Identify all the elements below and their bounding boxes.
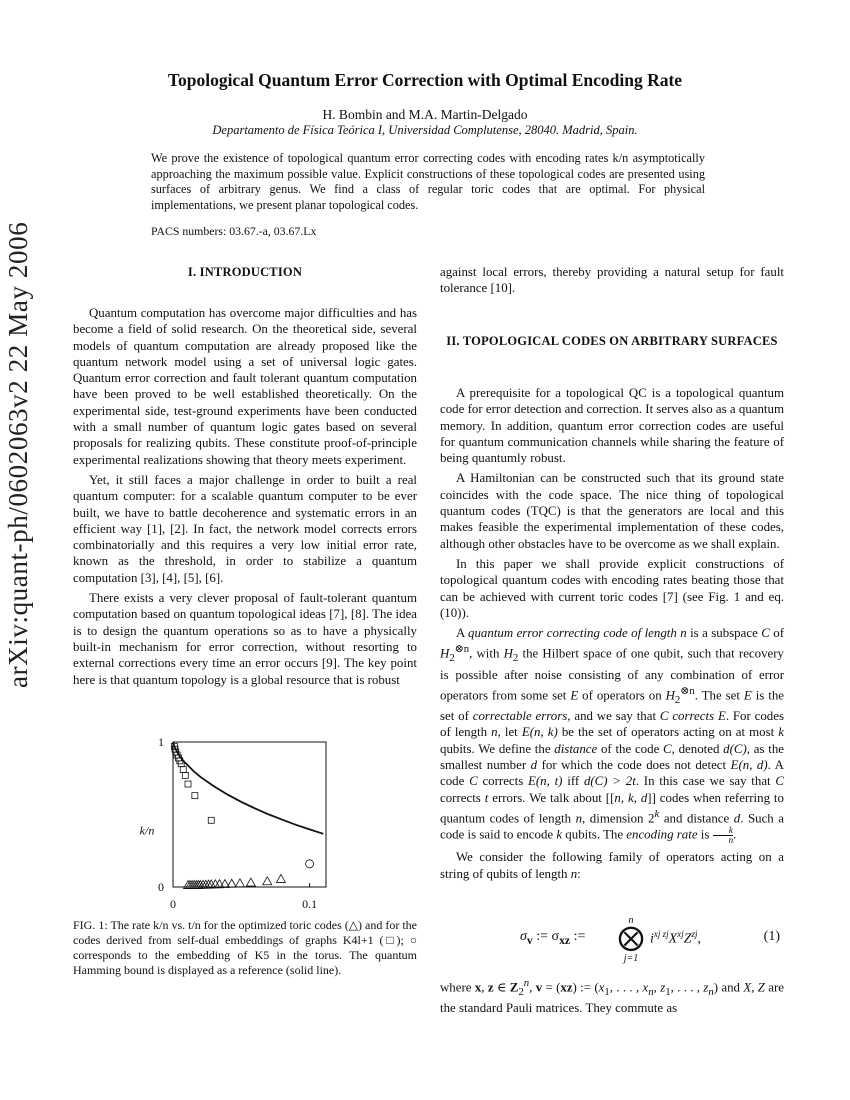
sec2-paragraph-5: We consider the following family of operators acting on a string of qubits of length n: bbox=[440, 850, 784, 881]
plot-frame bbox=[173, 742, 326, 887]
triangle-point-18 bbox=[276, 874, 285, 882]
y-tick-1-label: 1 bbox=[158, 735, 164, 749]
square-point-7 bbox=[180, 767, 186, 773]
equation-1 bbox=[440, 915, 784, 965]
paper-title: Topological Quantum Error Correction with Optimal Encoding Rate bbox=[167, 70, 683, 90]
hamming-bound-line bbox=[173, 742, 323, 834]
section-2-after-equation bbox=[440, 975, 784, 1016]
sec2-paragraph-2: A Hamiltonian can be constructed such that its ground state coincides with the code space. The nice thing of topological quantum codes (TQC) is that the generators are local and this makes feasible the experimental implementation of these codes, although other obstacles have to be overcome as we shall explain. bbox=[440, 471, 784, 551]
equation-1-lower-limit: j=1 bbox=[623, 953, 639, 964]
intro-continuation: against local errors, thereby providing a natural setup for fault tolerance [10]. bbox=[440, 265, 784, 296]
triangle-point-17 bbox=[263, 877, 272, 885]
pacs-numbers: PACS numbers: 03.67.-a, 03.67.Lx bbox=[151, 224, 317, 238]
section-2-heading: II. TOPOLOGICAL CODES ON ARBITRARY SURFACES bbox=[446, 334, 778, 348]
x-tick-0.1-label: 0.1 bbox=[302, 897, 318, 911]
square-point-9 bbox=[185, 781, 191, 787]
intro-paragraph-2: Yet, it still faces a major challenge in order to built a real quantum computer: for a scalable quantum computer to be ever built, we have to battle decoherence and systematic errors in an efficient way [1], [2]. In fact, the network model corrects errors combinatorially and this requires a very low initial error rate, known as the threshold, in order to stabilize a quantum computation [3], [4], [5], [6]. bbox=[73, 472, 417, 585]
paper-affiliation: Departamento de Física Teórica I, Universidad Complutense, 28040. Madrid, Spain. bbox=[212, 123, 638, 137]
intro-paragraph-3: There exists a very clever proposal of fault-tolerant quantum computation based on quantum topological ideas [7], [8]. The idea is to design the quantum operations so as to have a physically built-in mechanism for error correction, without resorting to external corrections every time an error occurs [9]. The key point here is that quantum topology is a global resource that is robust bbox=[73, 591, 417, 687]
section-1-continuation bbox=[440, 264, 784, 297]
equation-1-terms: $i^{xj zj}X^{xj}Z^{zj}$, bbox=[650, 929, 702, 947]
tensor-product-symbol: ⨂ bbox=[618, 923, 644, 952]
sec2-paragraph-4: A quantum error correcting code of length n is a subspace C of $H_2^{\otimes n}$, with $H_2$ the Hilbert space of one qubit, such that recovery is possible after noise consisting of any combination of error operators from some set E of operators on $H_2^{\otimes n}$. The set E is the set of correctable errors, and we say that C corrects E. For codes of length n, let E(n, k) be the set of operators acting on at most k qubits. We define the distance of the code C, denoted d(C), as the smallest number d for which the code does not detect E(n, d). A code C corrects E(n, t) iff d(C) > 2t. In this case we say that C corrects t errors. We talk about [[n, k, d]] codes when referring to quantum codes of length n, dimension 2$^k$ and distance d. Such a code is said to encode k qubits. The encoding rate is $\frac{k}{n}$ . bbox=[440, 626, 785, 846]
circle-point-0 bbox=[306, 860, 314, 868]
intro-paragraph-1: Quantum computation has overcome major difficulties and has become a field of solid research. On the theoretical side, several models of quantum computation are already proposed like the quantum network model using a set of universal logic gates. Quantum error correction and fault tolerant quantum computation have been proved to be well established theoretically. On the experimental side, test-ground experiments have been conducted with a small number of quantum logic gates based on several proposals for realizing qubits. These constitute proof-of-principle experimental realizations showing that theory meets experiment. bbox=[73, 306, 417, 467]
section-1-heading: I. INTRODUCTION bbox=[187, 265, 303, 279]
equation-1-number: (1) bbox=[763, 929, 780, 944]
figure-1-chart bbox=[120, 732, 420, 916]
x-tick-0-label: 0 bbox=[170, 897, 176, 911]
y-tick-0-label: 0 bbox=[158, 880, 164, 894]
y-axis-label: k/n bbox=[139, 823, 155, 838]
sec2-paragraph-3: In this paper we shall provide explicit constructions of topological quantum codes with encoding rates beating those that can be achieved with current toric codes [7] (see Fig. 1 and eq. (10)). bbox=[440, 556, 784, 620]
section-1-body bbox=[73, 305, 417, 688]
triangle-point-16 bbox=[246, 878, 255, 886]
section-2-body bbox=[440, 385, 784, 882]
abstract: We prove the existence of topological quantum error correcting codes with encoding rates k/n asymptotically approaching the maximum possible value. Explicit constructions of these topological codes are presented using surfaces of arbitrary genus. We find a class of regular toric codes that are optimal. For physical implementations, we present planar topological codes. bbox=[151, 151, 705, 212]
sec2-paragraph-6: where x, z ∈ $Z_2^n$, v = (xz) := ($x_1$, . . . , $x_n$, $z_1$, . . . , $z_n$) and X, Z are the standard Pauli matrices. They commute as bbox=[440, 977, 784, 1016]
arxiv-identifier: arXiv:quant-ph/0602063v2 22 May 2006 bbox=[3, 221, 33, 688]
figure-1 bbox=[120, 732, 420, 916]
square-point-8 bbox=[182, 772, 188, 778]
square-point-11 bbox=[208, 817, 214, 823]
square-point-10 bbox=[192, 793, 198, 799]
equation-1-upper-limit: n bbox=[628, 915, 634, 926]
paper-authors: H. Bombin and M.A. Martin-Delgado bbox=[322, 107, 528, 122]
triangle-point-15 bbox=[235, 879, 244, 887]
equation-1-body: $\sigma_v$ := $\sigma_{xz}$ := bbox=[520, 929, 586, 947]
sec2-paragraph-1: A prerequisite for a topological QC is a topological quantum code for error detection and correction. It serves also as a quantum memory. In addition, quantum error correction codes are useful for quantum communication channels while sharing the feature of being quantumly robust. bbox=[440, 386, 784, 466]
figure-1-caption: FIG. 1: The rate k/n vs. t/n for the optimized toric codes (△) and for the codes derived from self-dual embeddings of graphs K4l+1 (□); ○ corresponds to the embedding of K5 in the torus. The quantum Hamming bound is displayed as a reference (solid line). bbox=[73, 918, 417, 977]
